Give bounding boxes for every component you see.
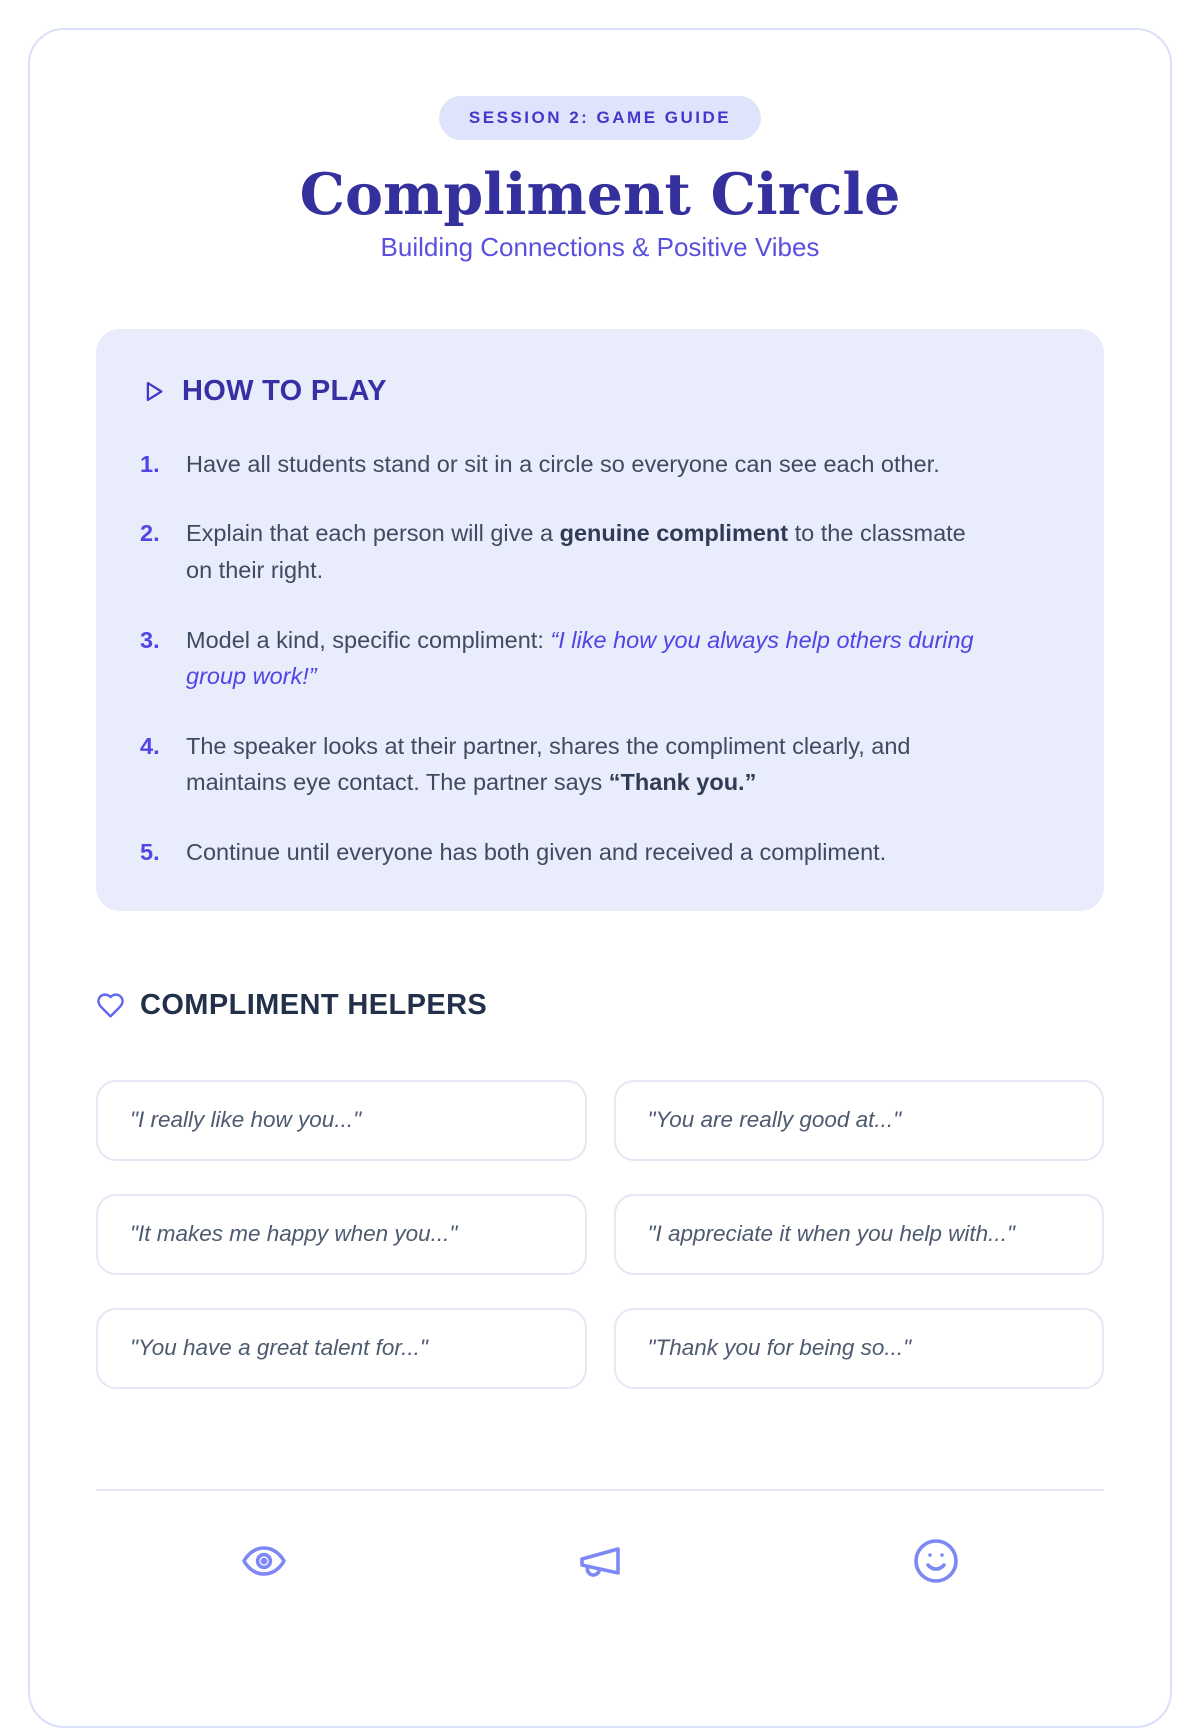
- smiley-icon: [912, 1537, 960, 1585]
- play-icon: [140, 378, 167, 405]
- step-number: 4.: [140, 732, 160, 759]
- helper-card: [96, 1194, 587, 1275]
- step-number: 5.: [140, 839, 160, 866]
- how-to-play-step: [140, 622, 1060, 695]
- compliment-helpers-title: COMPLIMENT HELPERS: [140, 988, 488, 1021]
- guide-card: [28, 28, 1172, 1728]
- helper-card: [614, 1194, 1105, 1275]
- helper-card: [614, 1308, 1105, 1389]
- how-to-play-panel: [96, 329, 1104, 911]
- eye-icon: [240, 1537, 288, 1585]
- compliment-helpers-section: [96, 989, 1104, 1389]
- how-to-play-step: [140, 728, 1060, 801]
- how-to-play-step: [140, 515, 1060, 588]
- helper-card-text: "You are really good at...": [647, 1107, 902, 1133]
- helper-card-text: "I appreciate it when you help with...": [647, 1221, 1015, 1247]
- step-text: The speaker looks at their partner, shares the compliment clearly, and maintains eye contact. The partner says “Thank you.”: [186, 732, 911, 796]
- page-subtitle: Building Connections & Positive Vibes: [380, 231, 820, 262]
- step-number: 1.: [140, 450, 160, 477]
- how-to-play-header: [140, 375, 1060, 408]
- step-number: 2.: [140, 520, 160, 547]
- helper-cards-grid: [96, 1080, 1104, 1389]
- step-text: Continue until everyone has both given and received a compliment.: [186, 839, 887, 866]
- how-to-play-step: [140, 446, 1060, 483]
- page-title: Compliment Circle: [299, 161, 901, 228]
- header: [96, 30, 1104, 263]
- step-text: Have all students stand or sit in a circle so everyone can see each other.: [186, 450, 940, 477]
- how-to-play-step: [140, 834, 1060, 871]
- helper-card-text: "You have a great talent for...": [130, 1335, 428, 1361]
- helper-card-text: "It makes me happy when you...": [130, 1221, 458, 1247]
- footer-divider: [96, 1489, 1104, 1491]
- how-to-play-title: HOW TO PLAY: [182, 374, 387, 407]
- helper-card: [96, 1308, 587, 1389]
- heart-icon: [96, 991, 125, 1020]
- how-to-play-steps: [140, 446, 1060, 871]
- step-text: Model a kind, specific compliment: “I like how you always help others during group work!”: [186, 626, 974, 690]
- helper-card: [614, 1080, 1105, 1161]
- compliment-helpers-header: [96, 989, 1104, 1022]
- footer-tips: [96, 1537, 1104, 1585]
- session-badge: SESSION 2: GAME GUIDE: [439, 96, 761, 140]
- helper-card-text: "Thank you for being so...": [647, 1335, 912, 1361]
- helper-card-text: "I really like how you...": [130, 1107, 362, 1133]
- step-text: Explain that each person will give a genuine compliment to the classmate on their right.: [186, 520, 966, 583]
- helper-card: [96, 1080, 587, 1161]
- step-number: 3.: [140, 626, 160, 653]
- megaphone-icon: [576, 1537, 624, 1585]
